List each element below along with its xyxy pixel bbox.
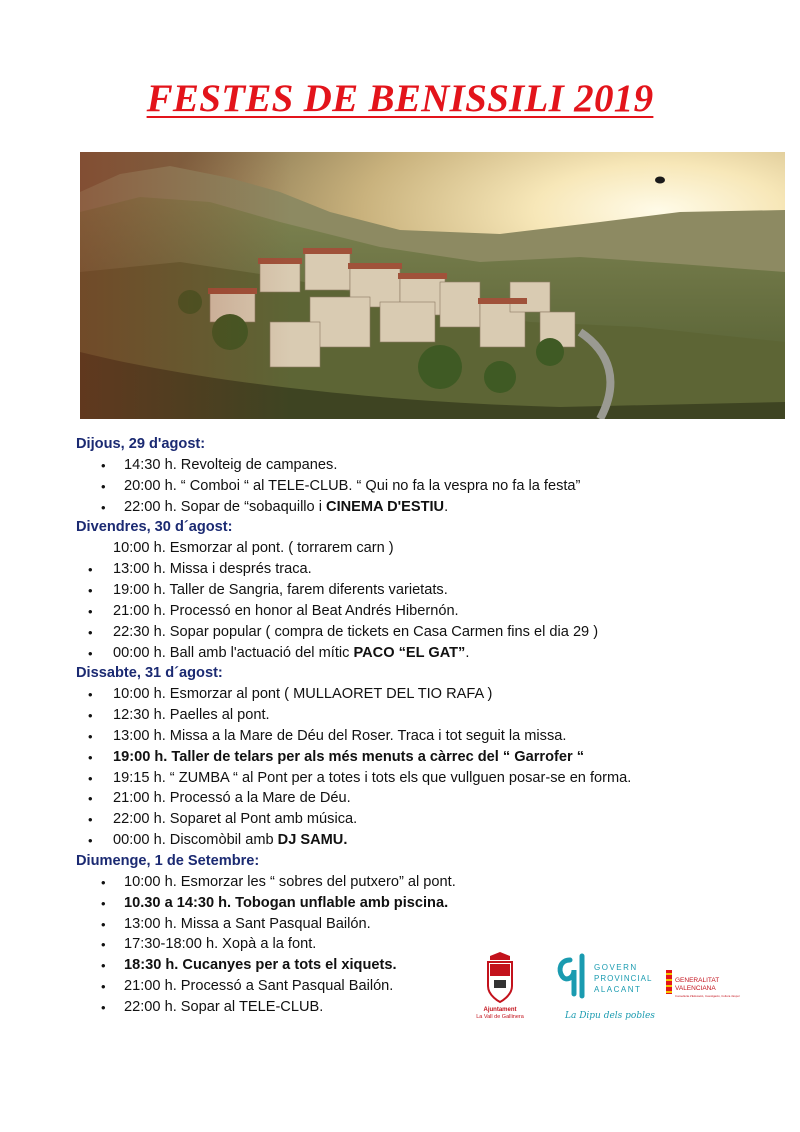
program-item-text: 19:00 h. Taller de telars per als més menuts a càrrec del “ Garrofer “ [113, 748, 585, 765]
ajuntament-line1: Ajuntament [483, 1007, 517, 1013]
program-item [113, 624, 598, 640]
program-item-text: 10:00 h. Esmorzar les “ sobres del putxero” al pont. [124, 873, 456, 890]
program-item [113, 728, 566, 744]
bullet-icon: • [101, 958, 106, 974]
program-item-text: 17:30-18:00 h. Xopà a la font. [124, 936, 317, 953]
bullet-icon: • [101, 478, 106, 494]
bullet-icon: • [88, 833, 93, 849]
diputacio-line1: GOVERN [594, 963, 638, 972]
program-item-text: 18:30 h. Cucanyes per a tots el xiquets. [124, 957, 397, 974]
program-item-text: 13:00 h. Missa a la Mare de Déu del Roser. Traca i tot seguit la missa. [113, 727, 567, 744]
bullet-icon: • [88, 562, 93, 578]
day-heading: Dissabte, 31 d´agost: [76, 665, 223, 682]
program-item-highlight: PACO “EL GAT” [353, 644, 466, 661]
program-item [113, 790, 351, 806]
program-item [124, 499, 448, 515]
program-item-text: 14:30 h. Revolteig de campanes. [124, 456, 338, 473]
sponsor-logos [470, 950, 740, 1030]
bullet-icon: • [101, 979, 106, 995]
sponsor-logos-illustration [470, 950, 740, 1030]
program-item-text: 22:00 h. Sopar de “sobaquillo i [124, 498, 327, 515]
program-item-text: 22:30 h. Sopar popular ( compra de tickets en Casa Carmen fins el dia 29 ) [113, 623, 599, 640]
program-item-text: 22:00 h. Sopar al TELE-CLUB. [124, 998, 324, 1015]
program-item [124, 874, 456, 890]
bullet-icon: • [88, 603, 93, 619]
program-item [113, 582, 448, 598]
bullet-icon: • [88, 749, 93, 765]
bullet-icon: • [101, 874, 106, 890]
program-item-text: 21:00 h. Processó a Sant Pasqual Bailón. [124, 978, 394, 995]
page-title: FESTES DE BENISSILI 2019 [146, 77, 654, 120]
bullet-icon: • [88, 645, 93, 661]
generalitat-line2: VALENCIANA [675, 985, 716, 992]
generalitat-line1: GENERALITAT [675, 977, 720, 984]
ajuntament-line2: La Vall de Gallinera [476, 1014, 524, 1020]
program-item-text: 21:00 h. Processó a la Mare de Déu. [113, 790, 351, 807]
program-item [124, 895, 448, 911]
diputacio-line3: ALACANT [594, 985, 642, 994]
program-item [113, 603, 459, 619]
program-item-text: 00:00 h. Ball amb l'actuació del mític [113, 644, 354, 661]
program-item-text: 00:00 h. Discomòbil amb [113, 832, 278, 849]
day-heading: Dijous, 29 d'agost: [76, 436, 206, 452]
bullet-icon: • [88, 728, 93, 744]
day-heading: Divendres, 30 d´agost: [76, 519, 233, 536]
program-item [113, 561, 312, 577]
bullet-icon: • [88, 624, 93, 640]
program-item [113, 686, 492, 702]
program-item [124, 957, 397, 973]
program-item-highlight: DJ SAMU. [277, 832, 348, 849]
program-item-text: 19:15 h. “ ZUMBA “ al Pont per a totes i tots els que vullguen posar-se en forma. [113, 769, 632, 786]
program-item [124, 478, 580, 494]
bullet-icon: • [101, 895, 106, 911]
program-item [124, 999, 323, 1015]
diputacio-motto: La Dipu dels pobles [565, 1011, 655, 1021]
program-item [113, 540, 394, 556]
ajuntament-shield-icon [488, 952, 512, 1002]
bullet-icon: • [88, 708, 93, 724]
program-item-text: 19:00 h. Taller de Sangria, farem diferents varietats. [113, 581, 448, 598]
program-item-tail: . [465, 644, 470, 661]
village-photo-illustration [80, 152, 785, 419]
program-item-tail: . [444, 498, 449, 515]
program-item-text: 22:00 h. Soparet al Pont amb música. [113, 811, 358, 828]
generalitat-emblem-icon [666, 970, 672, 994]
program-item-text: 21:00 h. Processó en honor al Beat Andrés Hibernón. [113, 602, 459, 619]
program-item-text: 10:00 h. Esmorzar al pont ( MULLAORET DEL TIO RAFA ) [113, 686, 493, 703]
program-item [124, 978, 393, 994]
bullet-icon: • [88, 791, 93, 807]
program-item [113, 770, 631, 786]
bullet-icon: • [88, 770, 93, 786]
bullet-icon: • [101, 499, 106, 515]
program-item-text: 20:00 h. “ Comboi “ al TELE-CLUB. “ Qui no fa la vespra no fa la festa” [124, 477, 581, 494]
program-item-text: 10.30 a 14:30 h. Tobogan unflable amb piscina. [124, 894, 449, 911]
generalitat-line3: Conselleria d'Educació, Investigació, Cultura i Esport [675, 994, 740, 998]
program-item [124, 457, 337, 473]
program-item-text: 12:30 h. Paelles al pont. [113, 707, 270, 724]
program-item [124, 916, 371, 932]
program-item-text: 10:00 h. Esmorzar al pont. ( torrarem carn ) [113, 540, 394, 557]
program-item-highlight: CINEMA D'ESTIU [326, 498, 445, 515]
program-item-text: 13:00 h. Missa i després traca. [113, 561, 312, 578]
diputacio-line2: PROVINCIAL [594, 974, 653, 983]
bullet-icon: • [101, 937, 106, 953]
program-item [113, 707, 270, 723]
bullet-icon: • [88, 687, 93, 703]
program-item-text: 13:00 h. Missa a Sant Pasqual Bailón. [124, 915, 371, 932]
program-item [124, 936, 316, 952]
program-item [113, 645, 469, 661]
program-item [113, 811, 357, 827]
bullet-icon: • [88, 812, 93, 828]
bullet-icon: • [101, 999, 106, 1015]
diputacio-logo-icon [560, 956, 582, 996]
bullet-icon: • [101, 457, 106, 473]
bullet-icon: • [88, 582, 93, 598]
day-heading: Diumenge, 1 de Setembre: [76, 853, 260, 869]
bullet-icon: • [101, 916, 106, 932]
program-item [113, 749, 584, 765]
village-landscape-photo [80, 152, 785, 419]
program-item [113, 832, 347, 848]
